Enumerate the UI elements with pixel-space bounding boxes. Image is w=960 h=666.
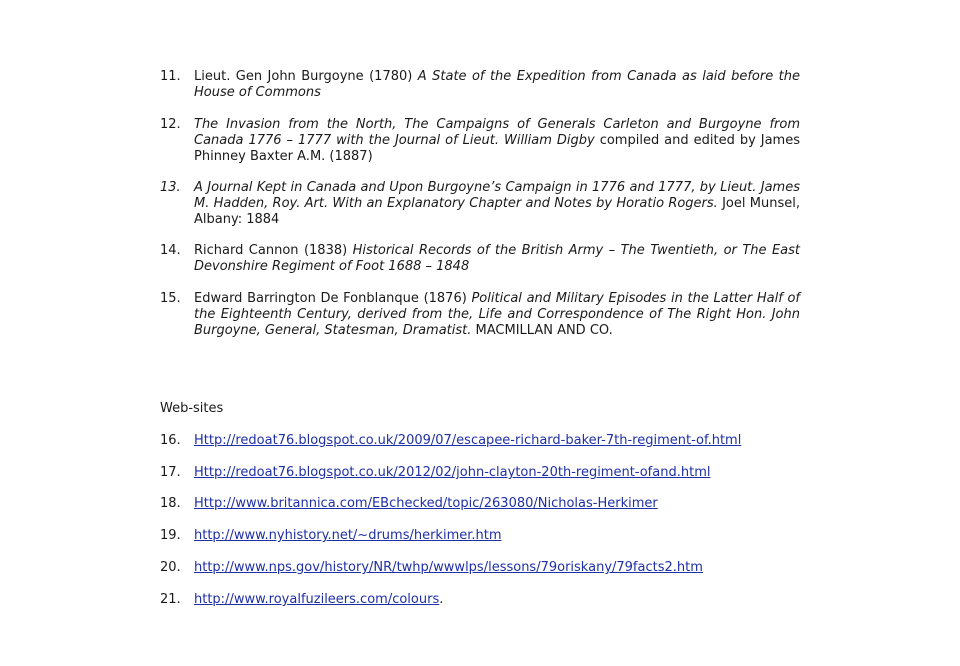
reference-title: Political and Military Episodes in the Latter Half of the Eighteenth Century, derived from the, Life and Correspondence of The Right Hon. John Burgoyne, General, Statesman, Dramatist.: [194, 291, 801, 338]
reference-title: A State of the Expedition from Canada as laid before the House of Commons: [194, 69, 800, 100]
website-link[interactable]: http://www.royalfuzileers.com/colours: [194, 592, 440, 607]
website-text: [194, 465, 800, 481]
website-entry-18: [160, 496, 800, 512]
website-entry-19: [160, 528, 800, 544]
reference-entry-13: [160, 180, 800, 228]
website-link[interactable]: Http://redoat76.blogspot.co.uk/2009/07/escapee-richard-baker-7th-regiment-of.html: [194, 433, 742, 448]
websites-heading: Web-sites: [160, 401, 224, 416]
website-number: 16.: [160, 433, 181, 448]
website-number: 17.: [160, 465, 181, 480]
website-text: [194, 560, 800, 576]
website-number: 18.: [160, 496, 181, 511]
website-number: 21.: [160, 592, 181, 607]
reference-entry-12: [160, 117, 800, 165]
website-number: 19.: [160, 528, 181, 543]
reference-text: [194, 291, 800, 339]
reference-text-part: Richard Cannon (1838): [194, 243, 353, 258]
website-link[interactable]: Http://www.britannica.com/EBchecked/topic/263080/Nicholas-Herkimer: [194, 496, 658, 511]
reference-entry-11: [160, 69, 800, 101]
reference-number: 11.: [160, 69, 181, 84]
reference-number: 12.: [160, 117, 181, 132]
reference-text-part: Joel Munsel, Albany: 1884: [194, 196, 800, 227]
reference-title: A Journal Kept in Canada and Upon Burgoyne’s Campaign in 1776 and 1777, by Lieut. James M. Hadden, Roy. Art. With an Explanatory Chapter and Notes by Horatio Rogers.: [194, 180, 800, 211]
reference-entry-15: [160, 291, 800, 339]
website-link[interactable]: Http://redoat76.blogspot.co.uk/2012/02/john-clayton-20th-regiment-ofand.html: [194, 465, 711, 480]
website-suffix: .: [439, 592, 444, 607]
reference-text: [194, 117, 800, 165]
reference-text-part: Lieut. Gen John Burgoyne (1780): [194, 69, 418, 84]
website-text: [194, 496, 800, 512]
website-number: 20.: [160, 560, 181, 575]
reference-number: 14.: [160, 243, 181, 258]
reference-text-part: compiled and edited by James Phinney Baxter A.M. (1887): [194, 133, 800, 164]
website-link[interactable]: http://www.nps.gov/history/NR/twhp/wwwlps/lessons/79oriskany/79facts2.htm: [194, 560, 703, 575]
reference-title: Historical Records of the British Army – The Twentieth, or The East Devonshire Regiment of Foot 1688 – 1848: [194, 243, 800, 274]
reference-text-part: Edward Barrington De Fonblanque (1876): [194, 291, 472, 306]
website-text: [194, 592, 800, 608]
website-entry-21: [160, 592, 800, 608]
reference-number: 15.: [160, 291, 181, 306]
reference-text: [194, 69, 800, 101]
website-entry-17: [160, 465, 800, 481]
website-entry-20: [160, 560, 800, 576]
reference-number: 13.: [160, 180, 181, 195]
reference-entry-14: [160, 243, 800, 275]
website-text: [194, 528, 800, 544]
website-link[interactable]: http://www.nyhistory.net/~drums/herkimer.htm: [194, 528, 502, 543]
website-text: [194, 433, 800, 449]
reference-text: [194, 180, 800, 228]
reference-text: [194, 243, 800, 275]
reference-title: The Invasion from the North, The Campaigns of Generals Carleton and Burgoyne from Canada 1776 – 1777 with the Journal of Lieut. William Digby: [194, 117, 800, 148]
reference-text-part: MACMILLAN AND CO.: [471, 323, 613, 338]
website-entry-16: [160, 433, 800, 449]
